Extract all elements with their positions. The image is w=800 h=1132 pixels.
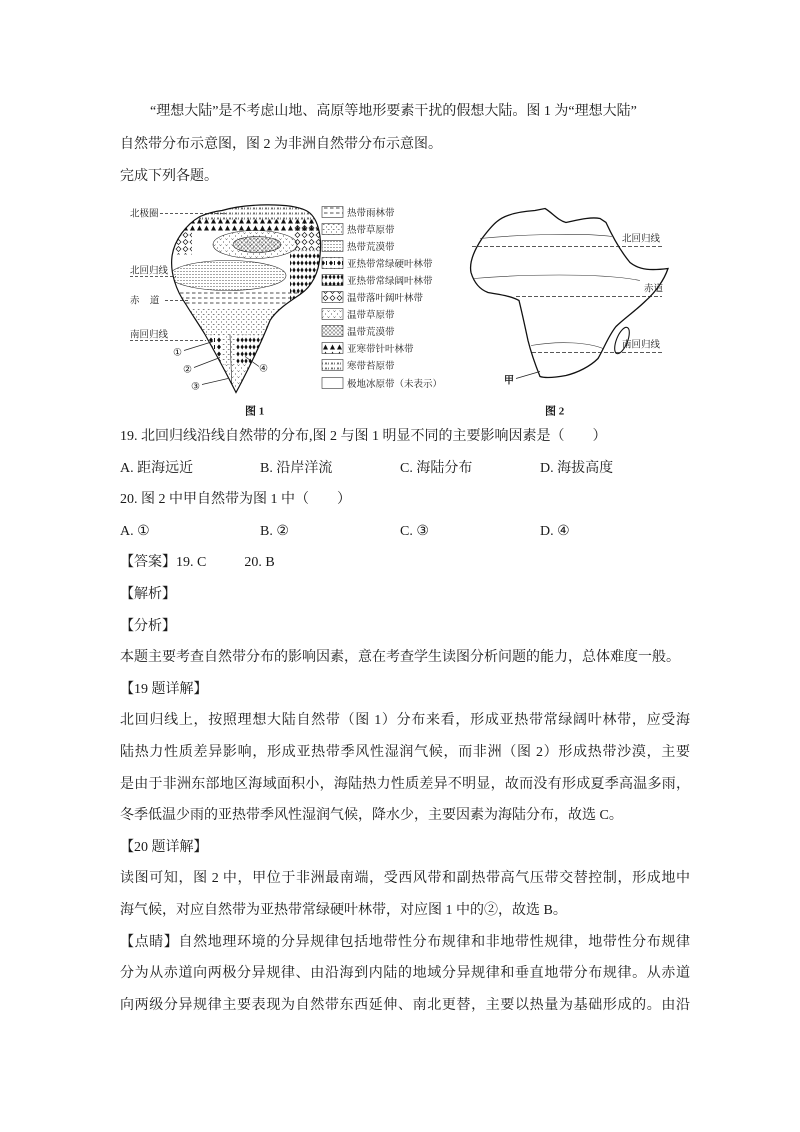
content bbox=[120, 96, 690, 1021]
fig1-tropic-cancer-label: 北回归线 bbox=[130, 266, 169, 276]
legend-swatch-taiga bbox=[322, 342, 343, 353]
fig1-tropic-capricorn-label: 南回归线 bbox=[130, 330, 169, 340]
legend-swatch-ice-cap bbox=[322, 377, 343, 388]
fig1-caption: 图 1 bbox=[245, 405, 265, 417]
figure-1 bbox=[130, 198, 442, 417]
question-19-stem: 19. 北回归线沿线自然带的分布,图 2 与图 1 明显不同的主要影响因素是（ ） bbox=[120, 429, 607, 444]
question-19-option-c: C. 海陆分布 bbox=[400, 460, 473, 476]
zone-tundra bbox=[160, 198, 330, 219]
legend-label-sclerophyll: 亚热带常绿硬叶林带 bbox=[347, 259, 433, 270]
fig2-equator-label: 赤道 bbox=[644, 284, 664, 294]
detail-19-line: 冬季低温少雨的亚热带季风性湿润气候，降水少，主要因素为海陆分布，故选 C。 bbox=[120, 808, 623, 824]
zone-savanna bbox=[160, 307, 330, 334]
zone-temperate-desert bbox=[233, 236, 281, 252]
legend-swatch-broadleaf bbox=[322, 274, 343, 285]
legend-label-temperate-grassland: 温带草原带 bbox=[347, 310, 395, 321]
legend-swatch-deciduous bbox=[322, 291, 343, 302]
detail-19-line: 北回归线上，按照理想大陆自然带（图 1）分布来看，形成亚热带常绿阔叶林带，应受海 bbox=[120, 713, 690, 729]
fig2-point-label: 甲 bbox=[504, 375, 514, 386]
question-20-option-d: D. ④ bbox=[540, 523, 570, 539]
figures bbox=[120, 194, 690, 422]
question-20-stem: 20. 图 2 中甲自然带为图 1 中（ ） bbox=[120, 492, 351, 508]
intro bbox=[120, 96, 690, 194]
answer-label: 【答案】 bbox=[120, 555, 176, 571]
question-19-option-a: A. 距海远近 bbox=[120, 460, 194, 476]
fig2-tropic-capricorn-label: 南回归线 bbox=[622, 340, 661, 350]
answer-line bbox=[120, 547, 690, 579]
fig1-marker-4: ④ bbox=[259, 363, 268, 374]
question-20-option-b: B. ② bbox=[260, 523, 289, 539]
detail-19-line: 陆热力性质差异影响，形成亚热带季风性湿润气候，而非洲（图 2）形成热带沙漠，主要 bbox=[120, 744, 690, 760]
question-19-options bbox=[120, 453, 690, 485]
legend-label-taiga: 亚寒带针叶林带 bbox=[347, 344, 414, 355]
overview-text: 本题主要考查自然带分布的影响因素，意在考查学生读图分析问题的能力，总体难度一般。 bbox=[120, 650, 680, 666]
questions-and-analysis bbox=[120, 421, 690, 1021]
question-19-option-d: D. 海拔高度 bbox=[540, 460, 614, 476]
overview-heading: 【分析】 bbox=[120, 618, 176, 634]
legend-swatch-savanna bbox=[322, 223, 343, 234]
answer-19: 19. C bbox=[176, 555, 207, 571]
intro-line-2: 自然带分布示意图，图 2 为非洲自然带分布示意图。 bbox=[120, 136, 442, 152]
legend-swatch-temperate-desert bbox=[322, 325, 343, 336]
legend-swatch-rainforest bbox=[322, 206, 343, 217]
legend-swatch-sclerophyll bbox=[322, 257, 343, 268]
detail-19-heading: 【19 题详解】 bbox=[120, 681, 208, 697]
fig1-marker-3: ③ bbox=[191, 381, 200, 392]
detail-20-heading: 【20 题详解】 bbox=[120, 839, 208, 855]
question-20-option-a: A. ① bbox=[120, 523, 150, 539]
fig2-tropic-cancer-label: 北回归线 bbox=[622, 234, 661, 244]
fig2-caption: 图 2 bbox=[545, 405, 565, 417]
legend-label-temperate-desert: 温带荒漠带 bbox=[347, 327, 395, 338]
legend-label-broadleaf: 亚热带常绿阔叶林带 bbox=[347, 276, 433, 287]
fig1-marker-2-leader bbox=[194, 357, 220, 367]
detail-20-line: 读图可知，图 2 中，甲位于非洲最南端，受西风带和副热带高气压带交替控制，形成地中 bbox=[120, 871, 690, 887]
question-20-option-c: C. ③ bbox=[400, 523, 429, 539]
fig1-equator-label: 赤 道 bbox=[130, 296, 164, 306]
zone-savanna-south bbox=[222, 334, 236, 364]
analysis-heading: 【解析】 bbox=[120, 586, 176, 602]
legend-label-deciduous: 温带落叶阔叶林带 bbox=[347, 293, 424, 304]
zone-broadleaf-south bbox=[236, 334, 286, 364]
legend-label-rainforest: 热带雨林带 bbox=[347, 208, 395, 219]
detail-20-line: 海气候，对应自然带为亚热带常绿硬叶林带，对应图 1 中的②，故选 B。 bbox=[120, 902, 567, 918]
intro-line-1: “理想大陆”是不考虑山地、高原等地形要素干扰的假想大陆。图 1 为“理想大陆” bbox=[150, 104, 637, 119]
legend-label-tundra: 寒带苔原带 bbox=[347, 361, 395, 372]
fig1-arctic-circle-label: 北极圈 bbox=[130, 209, 159, 219]
fig1-marker-3-leader bbox=[202, 378, 228, 384]
legend-label-ice-cap: 极地冰原带（未表示） bbox=[347, 379, 443, 390]
fig1-legend bbox=[322, 206, 442, 390]
answer-20: 20. B bbox=[244, 555, 275, 571]
question-19-option-b: B. 沿岸洋流 bbox=[260, 460, 333, 476]
tips-line: 【点睛】自然地理环境的分异规律包括地带性分布规律和非地带性规律，地带性分布规律 bbox=[120, 934, 690, 950]
legend-swatch-tropical-desert bbox=[322, 240, 343, 251]
fig2-point-leader bbox=[516, 371, 540, 378]
legend-swatch-temperate-grassland bbox=[322, 308, 343, 319]
fig1-marker-1-leader bbox=[184, 341, 213, 350]
tips-line: 向两级分异规律主要表现为自然带东西延伸、南北更替，主要以热量为基础形成的。由沿 bbox=[120, 997, 690, 1013]
tips-line: 分为从赤道向两极分异规律、由沿海到内陆的地域分异规律和垂直地带分布规律。从赤道 bbox=[120, 966, 690, 982]
legend-label-tropical-desert: 热带荒漠带 bbox=[347, 242, 395, 253]
zone-tropical-desert bbox=[170, 260, 286, 290]
figure-2 bbox=[471, 208, 668, 417]
fig1-marker-2: ② bbox=[183, 364, 192, 375]
instruction: 完成下列各题。 bbox=[120, 169, 218, 184]
zone-rainforest bbox=[160, 291, 330, 307]
question-20-options bbox=[120, 516, 690, 548]
fig1-marker-1: ① bbox=[173, 347, 182, 358]
legend-label-savanna: 热带草原带 bbox=[347, 225, 395, 236]
figures-svg bbox=[120, 194, 690, 422]
legend-swatch-tundra bbox=[322, 359, 343, 370]
detail-19-line: 是由于非洲东部地区海域面积小，海陆热力性质差异不明显，故而没有形成夏季高温多雨， bbox=[120, 776, 690, 792]
